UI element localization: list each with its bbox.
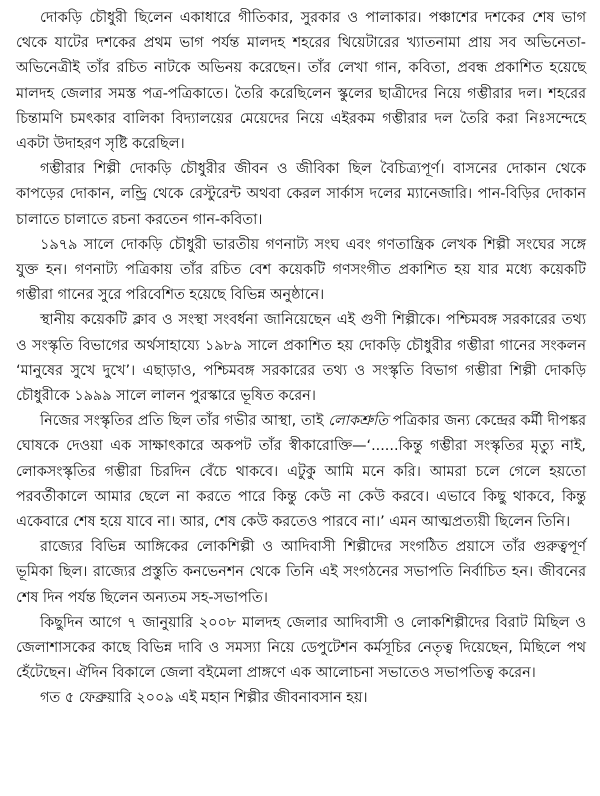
paragraph-interview-quote [16, 409, 586, 535]
paragraph-interview-text-after: পত্রিকার জন্য কেন্দ্রের কর্মী দীপঙ্কর ঘোষকে দেওয়া এক সাক্ষাৎকারে অকপট তাঁর স্বীকারোক্তি—‘......কিন্তু গম্ভীরা সংস্কৃতির মৃত্যু নাই, লোকসংস্কৃতির গম্ভীরা চিরদিন বেঁচে থাকবে। এটুকু আমি মনে করি। আমরা চলে গেলে হয়তো পরবর্তীকালে আমার ছেলে না করতে পারে কিন্তু কেউ না কেউ করবে। এভাবে কিছু থাকবে, কিন্তু একেবারে শেষ হয়ে যাবে না। আর, শেষ কেউ করতেও পারবে না।’ এমন আত্মপ্রত্যয়ী ছিলেন তিনি। [16, 413, 586, 531]
paragraph-life-livelihood: গম্ভীরার শিল্পী দোকড়ি চৌধুরীর জীবন ও জীবিকা ছিল বৈচিত্র্যপূর্ণ। বাসনের দোকান থেকে কাপড়ের দোকান, লন্ড্রি থেকে রেস্টুরেন্ট অথবা কেরল সার্কাস দলের ম্যানেজারি। পান-বিড়ির দোকান চালাতে চালাতে রচনা করতেন গান-কবিতা। [16, 161, 586, 228]
paragraph-death-2009: গত ৫ ফেব্রুয়ারি ২০০৯ এই মহান শিল্পীর জীবনাবসান হয়। [40, 690, 368, 707]
paragraph-honours: স্থানীয় কয়েকটি ক্লাব ও সংস্থা সংবর্ধনা জানিয়েছেন এই গুণী শিল্পীকে। পশ্চিমবঙ্গ সরকারের তথ্য ও সংস্কৃতি বিভাগের অর্থসাহায্যে ১৯৮৯ সালে প্রকাশিত হয় দোকড়ি চৌধুরীর গম্ভীরা গানের সংকলন ‘মানুষের সুখে দুখে’। এছাড়াও, পশ্চিমবঙ্গ সরকারের তথ্য ও সংস্কৃতি বিভাগ গম্ভীরা শিল্পী দোকড়ি চৌধুরীকে ১৯৯৯ সালে লালন পুরস্কারে ভূষিত করেন। [16, 312, 586, 405]
paragraph-interview-text-before: নিজের সংস্কৃতির প্রতি ছিল তাঁর গভীর আস্থা, তাই [40, 413, 329, 430]
paragraph-rally-2008: কিছুদিন আগে ৭ জানুয়ারি ২০০৮ মালদহ জেলার আদিবাসী ও লোকশিল্পীদের বিরাট মিছিল ও জেলাশাসকের কাছে বিভিন্ন দাবি ও সমস্যা নিয়ে ডেপুটেশন কর্মসূচির নেতৃত্ব দিয়েছেন, মিছিলে পথ হেঁটেছেন। ঐদিন বিকালে জেলা বইমেলা প্রাঙ্গণে এক আলোচনা সভাতেও সভাপতিত্ব করেন। [16, 614, 586, 682]
paragraph-biography-intro: দোকড়ি চৌধুরী ছিলেন একাধারে গীতিকার, সুরকার ও পালাকার। পঞ্চাশের দশকের শেষ ভাগ থেকে যাটের দশকের প্রথম ভাগ পর্যন্ত মালদহ শহরের থিয়েটারের খ্যাতনামা প্রায় সব অভিনেতা-অভিনেত্রীই তাঁর রচিত নাটকে অভিনয় করেছেন। তাঁর লেখা গান, কবিতা, প্রবন্ধ প্রকাশিত হয়েছে মালদহ জেলার সমস্ত পত্র-পত্রিকাতে। তৈরি করেছিলেন স্কুলের ছাত্রীদের নিয়ে গম্ভীরার দল। শহরের চিন্তামণি চমৎকার বালিকা বিদ্যালয়ের মেয়েদের নিয়ে এইরকম গম্ভীরার দল তৈরি করা নিঃসন্দেহে একটা উদাহরণ সৃষ্টি করেছিল। [16, 10, 586, 153]
paragraph-folk-artists-organisation: রাজ্যের বিভিন্ন আঙ্গিকের লোকশিল্পী ও আদিবাসী শিল্পীদের সংগঠিত প্রয়াসে তাঁর গুরুত্বপূর্ণ ভূমিকা ছিল। রাজ্যের প্রস্তুতি কনভেনশন থেকে তিনি এই সংগঠনের সভাপতি নির্বাচিত হন। জীবনের শেষ দিন পর্যন্ত ছিলেন অন্যতম সহ-সভাপতি। [16, 539, 586, 606]
paragraph-ipta-1979: ১৯৭৯ সালে দোকড়ি চৌধুরী ভারতীয় গণনাট্য সংঘ এবং গণতান্ত্রিক লেখক শিল্পী সংঘের সঙ্গে যুক্ত হন। গণনাট্য পত্রিকায় তাঁর রচিত বেশ কয়েকটি গণসংগীত প্রকাশিত হয় যার মধ্যে কয়েকটি গম্ভীরা গানের সুরে পরিবেশিত হয়েছে বিভিন্ন অনুষ্ঠানে। [16, 236, 586, 304]
magazine-title-lokashruti: লোকশ্রুতি [328, 413, 389, 430]
